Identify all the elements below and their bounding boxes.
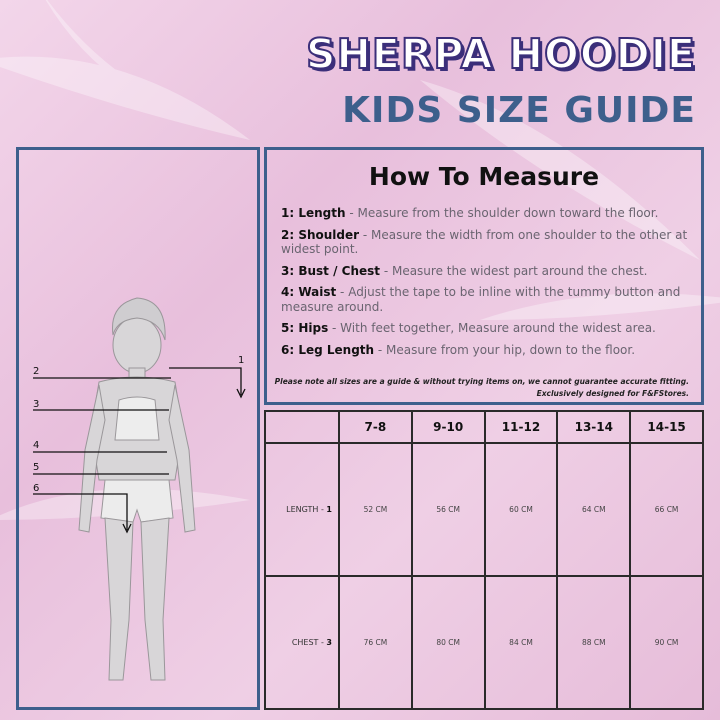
size-header: 9-10 — [412, 411, 485, 443]
table-cell: 80 CM — [412, 576, 485, 709]
step-waist: 4: Waist - Adjust the tape to be inline with the tummy button and measure around. — [281, 285, 681, 314]
step-chest: 3: Bust / Chest - Measure the widest part around the chest. — [281, 263, 648, 278]
child-figure-illustration — [19, 150, 257, 707]
table-corner-cell — [265, 411, 339, 443]
size-header: 7-8 — [339, 411, 412, 443]
table-cell: 84 CM — [485, 576, 558, 709]
step-hips: 5: Hips - With feet together, Measure around the widest area. — [281, 321, 656, 335]
table-row — [265, 576, 703, 709]
steps-list — [281, 206, 689, 364]
size-header: 11-12 — [485, 411, 558, 443]
product-title: SHERPA HOODIE — [305, 30, 696, 78]
how-to-measure-panel — [264, 147, 704, 405]
size-header: 14-15 — [630, 411, 703, 443]
step-length: 1: Length - Measure from the shoulder down toward the floor. — [281, 206, 659, 220]
measure-label-1: 1 — [238, 355, 245, 366]
table-cell: 64 CM — [557, 443, 630, 576]
guide-subtitle: KIDS SIZE GUIDE — [342, 90, 696, 131]
exclusive-line: Exclusively designed for F&FStores. — [536, 389, 689, 398]
table-header-row — [265, 411, 703, 443]
step-leg-length: 6: Leg Length - Measure from your hip, down to the floor. — [281, 342, 636, 357]
table-cell: 52 CM — [339, 443, 412, 576]
measure-label-6: 6 — [33, 483, 40, 494]
figure-panel — [16, 147, 260, 710]
measure-label-3: 3 — [33, 399, 40, 410]
step-shoulder: 2: Shoulder - Measure the width from one shoulder to the other at widest point. — [281, 227, 688, 256]
measure-label-2: 2 — [33, 366, 40, 377]
table-cell: 88 CM — [557, 576, 630, 709]
table-cell: 56 CM — [412, 443, 485, 576]
table-cell: 76 CM — [339, 576, 412, 709]
table-row — [265, 443, 703, 576]
table-cell: 60 CM — [485, 443, 558, 576]
disclaimer-line: Please note all sizes are a guide & without trying items on, we cannot guarantee accurate fitting. — [274, 377, 689, 386]
how-to-measure-title: How To Measure — [368, 162, 600, 191]
measure-label-4: 4 — [33, 440, 40, 451]
row-label-length: LENGTH - 1 — [265, 443, 339, 576]
table-cell: 66 CM — [630, 443, 703, 576]
size-table — [264, 410, 704, 710]
table-cell: 90 CM — [630, 576, 703, 709]
measure-label-5: 5 — [33, 462, 40, 473]
size-header: 13-14 — [557, 411, 630, 443]
row-label-chest: CHEST - 3 — [265, 576, 339, 709]
disclaimer-note — [275, 376, 689, 400]
